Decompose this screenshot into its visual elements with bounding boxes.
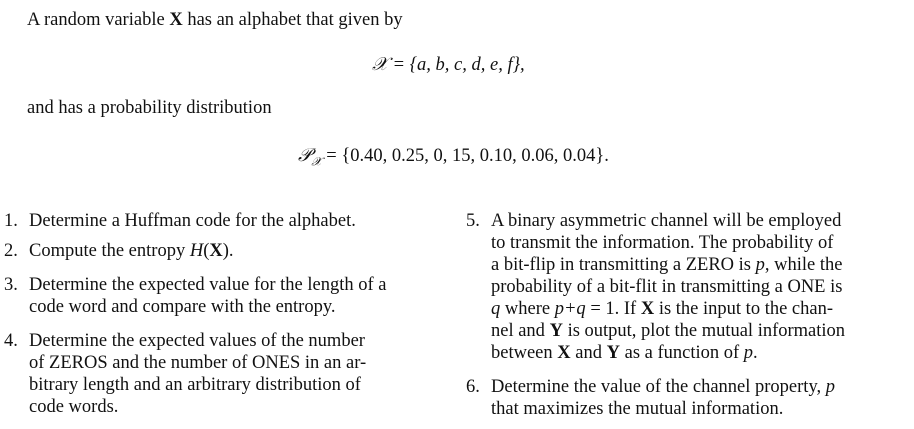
distribution-equation <box>298 145 609 173</box>
question-number: 2. <box>4 241 18 261</box>
q5-l7c: as a function of <box>619 343 744 363</box>
paren-open: ( <box>203 241 210 261</box>
question-text: Determine a Huffman code for the alphabet. <box>29 211 356 231</box>
entropy-symbol: H <box>189 241 204 261</box>
probability-subscript: 𝒳 <box>311 154 322 169</box>
alphabet-symbol: 𝒳 <box>372 54 388 75</box>
paren-close: ). <box>222 241 234 261</box>
q6-l1a: Determine the value of the channel property, <box>491 377 826 397</box>
q5-l7a: between <box>491 343 558 363</box>
question-number: 4. <box>4 331 18 351</box>
question-text-line-3: bitrary length and an arbitrary distribution of <box>29 375 361 395</box>
question-number: 3. <box>4 275 18 295</box>
question-text-line-2: to transmit the information. The probability of <box>491 233 834 253</box>
q5-l7d: . <box>753 343 758 363</box>
question-number: 6. <box>466 377 480 397</box>
question-text-line-2: of ZEROS and the number of ONES in an ar- <box>29 353 367 373</box>
distribution-intro: and has a probability distribution <box>27 98 272 118</box>
q5-l5b: where <box>500 299 555 319</box>
variable-x: X <box>557 343 571 363</box>
question-text-line-6 <box>491 320 845 342</box>
questions-right-column <box>466 210 906 425</box>
alphabet-set: = {a, b, c, d, e, f}, <box>387 55 525 75</box>
probability-set: = {0.40, 0.25, 0, 15, 0.10, 0.06, 0.04}. <box>321 146 609 166</box>
q2-pre: Compute the entropy <box>29 241 190 261</box>
variable-x: X <box>209 241 223 261</box>
variable-p: p <box>743 343 754 363</box>
variable-p: p <box>755 255 765 275</box>
question-text-line-5 <box>491 298 833 320</box>
probability-symbol: 𝒫 <box>298 145 312 166</box>
question-text-line-1: Determine the expected values of the number <box>29 331 365 351</box>
q5-l5e: is the input to the chan- <box>654 299 833 319</box>
question-text-line-1: A binary asymmetric channel will be employed <box>491 211 842 231</box>
questions-left-column <box>4 210 444 425</box>
variable-x: X <box>640 299 655 319</box>
question-text-line-1 <box>491 376 835 398</box>
question-number: 1. <box>4 211 18 231</box>
variable-p: p <box>825 377 835 397</box>
variable-y: Y <box>549 321 563 341</box>
question-text-line-7 <box>491 342 758 364</box>
question-text-line-4: code words. <box>29 397 119 417</box>
p-plus-q: p+q <box>554 299 586 319</box>
question-text <box>29 240 234 262</box>
variable-q: q <box>491 299 501 319</box>
question-text-line-2: code word and compare with the entropy. <box>29 297 336 317</box>
alphabet-equation <box>372 54 525 76</box>
intro-sentence <box>27 9 403 31</box>
question-text-line-3 <box>491 254 842 276</box>
question-number: 5. <box>466 211 480 231</box>
question-text-line-2: that maximizes the mutual information. <box>491 399 784 419</box>
q5-l6b: is output, plot the mutual information <box>562 321 846 341</box>
random-variable-x: X <box>169 10 183 30</box>
q5-l7b: and <box>570 343 607 363</box>
question-text-line-4: probability of a bit-flit in transmitting a ONE is <box>491 277 843 297</box>
variable-y: Y <box>606 343 620 363</box>
q5-l6a: nel and <box>491 321 550 341</box>
q5-l3a: a bit-flip in transmitting a ZERO is <box>491 255 756 275</box>
question-text-line-1: Determine the expected value for the length of a <box>29 275 387 295</box>
intro-text-post: has an alphabet that given by <box>182 10 403 30</box>
intro-text-pre: A random variable <box>27 10 170 30</box>
q5-l5d: = 1. If <box>585 299 641 319</box>
q5-l3b: , while the <box>764 255 843 275</box>
